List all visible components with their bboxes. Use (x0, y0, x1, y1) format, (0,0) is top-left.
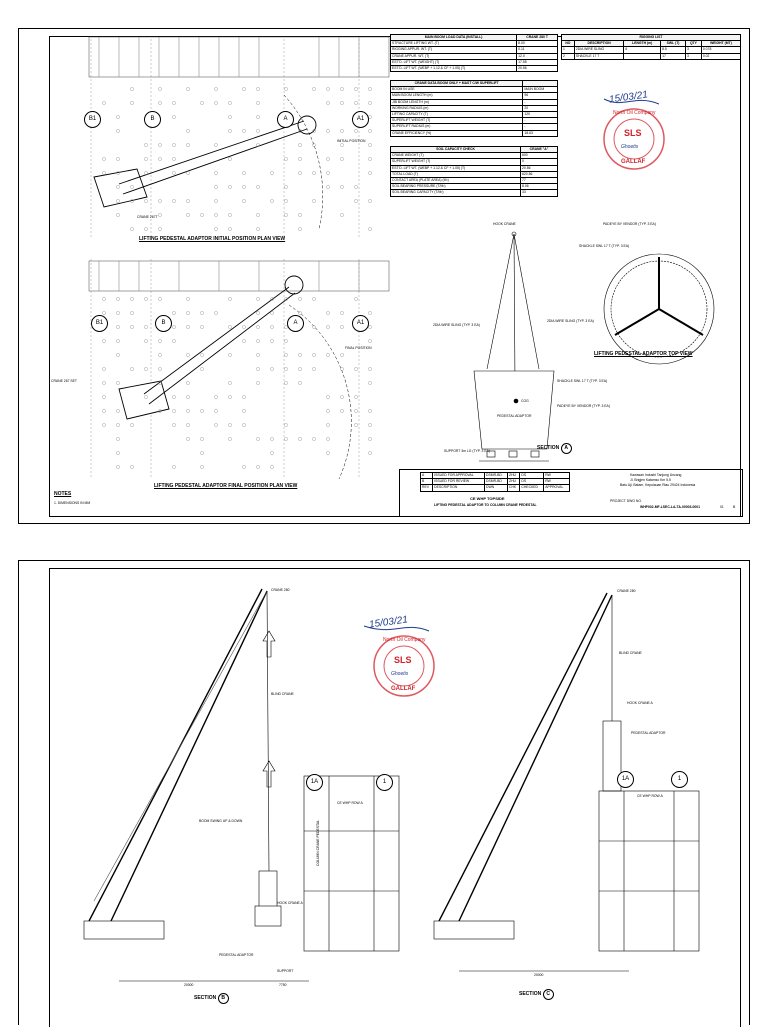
table-cell: MAIN BOOM LENGTH (m) (391, 93, 523, 99)
table-cell (624, 53, 661, 59)
table-cell: 8.00 (517, 41, 558, 47)
table-cell: SUPERLIFT RADIUS (m) (391, 124, 523, 130)
table-cell: RW (544, 479, 570, 485)
table-cell: CHECKED (520, 485, 544, 491)
table-cell: - (523, 124, 558, 130)
table-row (562, 53, 741, 59)
table-cell: CONTACT AREA (PLATE AREA) (M²) (391, 177, 521, 183)
grid-bubble-b: B (155, 315, 172, 332)
final-plan-view-title: LIFTING PEDESTAL ADAPTOR FINAL POSITION PLAN VIEW (154, 483, 298, 489)
stamp-date: 15/03/21 (368, 614, 409, 631)
grid-bubble-a1: A1 (352, 315, 369, 332)
table-cell: 20.56 (517, 65, 558, 71)
label-hook-crane-a: HOOK CRANE A (277, 901, 303, 905)
notes-block (54, 491, 90, 505)
table-cell: 3 (686, 47, 702, 53)
label-final-position: FINAL POSITION (345, 346, 372, 350)
label-shackle-top: SHACKLE SWL 17 T (TYP. 3 EA) (579, 244, 630, 248)
table-header-cell: LENGTH (m) (624, 41, 661, 47)
table-cell: RIGGING APPUR. WT. (T) (391, 47, 517, 53)
table-cell: 0.02 (701, 53, 740, 59)
table-cell: 20.56 (521, 165, 558, 171)
rigging-list-table (561, 34, 741, 60)
section-a-title: SECTION A (537, 443, 572, 454)
label-initial-position: INITIAL POSITION (337, 139, 366, 143)
grid-bubble-1: 1 (671, 771, 688, 788)
table-cell: 96 (523, 93, 558, 99)
table-cell: WORKING RADIUS (m) (391, 105, 523, 111)
label-pedestal-adaptor-b: PEDESTAL ADAPTOR (219, 953, 254, 957)
soil-capacity-table (390, 146, 558, 197)
drawing-number: WHP002-MF-LSEC-LA-TA-00003-0001 (640, 505, 701, 509)
table-cell: REV (421, 485, 433, 491)
drawing-no-label: PROJECT DWG NO. (610, 499, 642, 503)
drawing-sheet-2 (18, 560, 750, 1025)
grid-bubble-a: A (287, 315, 304, 332)
table-row (391, 190, 558, 196)
label-crane-280: CRANE 280 (271, 588, 290, 592)
label-crane-final: CRANE 267 SET (51, 379, 78, 383)
table-cell: DSMR-BD (485, 473, 508, 479)
table-cell: SOIL BEARING CAPACITY (T/M²) (391, 190, 521, 196)
table-title: RIGGING LIST (562, 35, 741, 41)
label-crane-280-c: CRANE 280 (617, 589, 636, 593)
grid-bubble-a: A (277, 111, 294, 128)
grid-bubble-1a: 1A (306, 774, 323, 791)
table-cell: EST'D. LIFT WT. (WEIGHT) (T) (391, 59, 517, 65)
company-line-3: Batu Aji, Batam, Kepulauan Riau 29424 Indonesia (620, 483, 696, 487)
section-c-bubble: C (543, 989, 554, 1000)
table-row (421, 485, 570, 491)
notes-title: NOTES (54, 491, 72, 497)
drawing-title: LIFTING PEDESTAL ADAPTOR TO COLUMN CRANE PEDESTAL (434, 503, 537, 507)
table-cell: 600 (521, 153, 558, 159)
label-shackle: SHACKLE SWL 17 T (TYP. 3 EA) (557, 379, 608, 383)
table-cell: ZHU (508, 479, 520, 485)
stamp-signature: Ghoetis (621, 144, 639, 150)
table-cell: 12.0 (517, 53, 558, 59)
label-support-b: SUPPORT (277, 969, 294, 973)
label-wire-sling-right: 2DIA WIRE SLING (TYP. 3 EA) (547, 319, 594, 323)
stamp-signature: Ghoetis (391, 671, 409, 677)
label-blind-crane: BLIND CRANE (271, 692, 294, 696)
grid-bubble-b1: B1 (84, 111, 101, 128)
table-header-cell: CRANE DATA BOOM ONLY + MAST C/W SUPERLIFT (391, 81, 523, 87)
table-cell: 1 (562, 47, 575, 53)
table-cell: 620.56 (521, 171, 558, 177)
label-blind-crane-c: BLIND CRANE (619, 651, 642, 655)
stamp-bottom: GALLAF (621, 159, 646, 165)
label-cog: COG (521, 399, 529, 403)
table-cell: 17.55 (517, 59, 558, 65)
table-header-cell: SWL (T) (661, 41, 686, 47)
table-cell: A (421, 473, 433, 479)
label-dim-left: 20000 (184, 983, 194, 987)
table-cell: LIFTING CAPACITY (T) (391, 111, 523, 117)
table-cell: B (421, 479, 433, 485)
table-cell: 8.06 (521, 184, 558, 190)
table-cell: APPROVAL (544, 485, 570, 491)
table-cell: BOOM IN USE (391, 87, 523, 93)
table-cell: DESCRIPTION (433, 485, 485, 491)
table-header-cell: QTY (686, 41, 702, 47)
table-cell: 2 (562, 53, 575, 59)
table-cell: 2DIA WIRE SLING (574, 47, 624, 53)
grid-bubble-b1: B1 (91, 315, 108, 332)
table-cell: 20 (523, 105, 558, 111)
table-cell: - (523, 118, 558, 124)
table-cell: 0 (521, 159, 558, 165)
section-b-bubble: B (218, 993, 229, 1004)
label-column-crane-pedestal: COLUMN CRANE PEDESTAL (315, 820, 320, 866)
stamp-date: 15/03/21 (608, 89, 649, 106)
label-support: SUPPORT 3m LG (TYP. 3 EA) (444, 449, 490, 453)
stamp-ring-top: North Oil Company (613, 110, 656, 116)
label-hook-crane-c: HOOK CRANE A (627, 701, 653, 705)
table-cell: CRANE WEIGHT (T) (391, 153, 521, 159)
label-padeye-top: PADEYE BY VENDOR (TYP. 3 EA) (603, 222, 656, 226)
stamp-ring-top: North Oil Company (383, 637, 426, 643)
drawing-sheet-1 (18, 28, 750, 524)
stamp-center: SLS (394, 655, 412, 665)
table-cell: 120 (523, 111, 558, 117)
initial-plan-view-title: LIFTING PEDESTAL ADAPTOR INITIAL POSITION PLAN VIEW (139, 236, 286, 242)
table-cell: 6 (624, 47, 661, 53)
table-cell: DS (520, 473, 544, 479)
label-wire-sling-left: 2DIA WIRE SLING (TYP. 3 EA) (433, 323, 480, 327)
table-header-cell: SOIL CAPACITY CHECK (391, 147, 521, 153)
label-ce-whp-row-a: CE WHP ROW A (337, 801, 363, 805)
table-header-cell: CRANE 280 T (517, 35, 558, 41)
stamp-bottom: GALLAF (391, 686, 416, 692)
table-cell: TOTAL LOAD (T) (391, 171, 521, 177)
crane-data-table (390, 80, 558, 137)
table-cell: SUPERLIFT WEIGHT (T) (391, 118, 523, 124)
table-cell: 8.5 (661, 47, 686, 53)
table-cell: 17 (661, 53, 686, 59)
label-crane-initial: CRANE 267T (137, 215, 158, 219)
table-header-cell: MAIN BOOM LOAD DATA (INSTALL) (391, 35, 517, 41)
sheet-number: 01 (720, 505, 724, 509)
project-name: CE WHP TOPSIDE (470, 496, 505, 501)
table-cell: EST'D. LIFT WT. (WEBP + 1.12 & CF + 1.05) (T) (391, 65, 517, 71)
label-dim-c: 20000 (534, 973, 544, 977)
table-row (421, 473, 570, 479)
table-header-cell: DESCRIPTION (574, 41, 624, 47)
section-a-bubble: A (561, 443, 572, 454)
label-dim-right: 7750 (279, 983, 287, 987)
table-cell: DWN (485, 485, 508, 491)
label-hook-crane: HOOK CRANE (493, 222, 516, 226)
table-cell: STRUCTURE LIFTING WT. (T) (391, 41, 517, 47)
company-line-2: Jl. Brigjen Katamso Km 5.5 (630, 478, 671, 482)
grid-bubble-1a: 1A (617, 771, 634, 788)
table-cell: SUPERLIFT WEIGHT (T) (391, 159, 521, 165)
table-cell: ISSUED FOR REVIEW (433, 479, 485, 485)
label-ce-whp-row-a-c: CE WHP ROW A (637, 794, 663, 798)
note-item: 1. DIMENSIONS IN MM (54, 501, 91, 505)
table-cell: DS (520, 479, 544, 485)
table-cell: JIB BOOM LENGTH (m) (391, 99, 523, 105)
table-row (391, 130, 558, 136)
table-cell: CHK (508, 485, 520, 491)
main-boom-load-table (390, 34, 558, 72)
table-cell: CRANE APPUR. WT. (T) (391, 53, 517, 59)
company-line-1: Kawasan Industri Tanjung Uncang (630, 473, 682, 477)
table-cell: ISSUED FOR APPROVAL (433, 473, 485, 479)
table-cell: 0.11 (517, 47, 558, 53)
table-cell: 18.63 (523, 130, 558, 136)
table-cell: SHACKLE 17 T (574, 53, 624, 59)
table-header-cell: CRANE "A" (521, 147, 558, 153)
table-cell: MAIN BOOM (523, 87, 558, 93)
top-view-title: LIFTING PEDESTAL ADAPTOR TOP VIEW (594, 351, 693, 357)
table-cell: ZHU (508, 473, 520, 479)
table-cell: EST'D. LIFT WT. (WEBP + 1.12 & CF + 1.05) (T) (391, 165, 521, 171)
title-block (399, 469, 743, 517)
grid-bubble-b: B (144, 111, 161, 128)
table-cell: - (523, 99, 558, 105)
section-c-title: SECTION C (519, 989, 554, 1000)
table-row (391, 65, 558, 71)
label-pedestal-adaptor-c: PEDESTAL ADAPTOR (631, 731, 666, 735)
label-padeye: PADEYE BY VENDOR (TYP. 3 EA) (557, 404, 610, 408)
stamp-center: SLS (624, 128, 642, 138)
table-header-cell: WEIGHT (MT) (701, 41, 740, 47)
table-cell: 3 (686, 53, 702, 59)
label-boom-swing: BOOM SWING UP & DOWN (199, 819, 243, 823)
table-header-cell: NO (562, 41, 575, 47)
label-pedestal-adaptor: PEDESTAL ADAPTOR (497, 414, 532, 418)
revision-table (420, 472, 570, 492)
table-cell: SOIL BEARING PRESSURE (T/M²) (391, 184, 521, 190)
section-b-title: SECTION B (194, 993, 229, 1004)
table-cell: RW (544, 473, 570, 479)
table-cell: 0.078 (701, 47, 740, 53)
table-cell: 77 (521, 177, 558, 183)
table-cell: 33 (521, 190, 558, 196)
table-row (421, 479, 570, 485)
grid-bubble-1: 1 (376, 774, 393, 791)
table-cell: CRANE EFFICIENCY (%) (391, 130, 523, 136)
revision-letter: B (733, 505, 736, 509)
grid-bubble-a1: A1 (352, 111, 369, 128)
table-cell: DSMR-BD (485, 479, 508, 485)
